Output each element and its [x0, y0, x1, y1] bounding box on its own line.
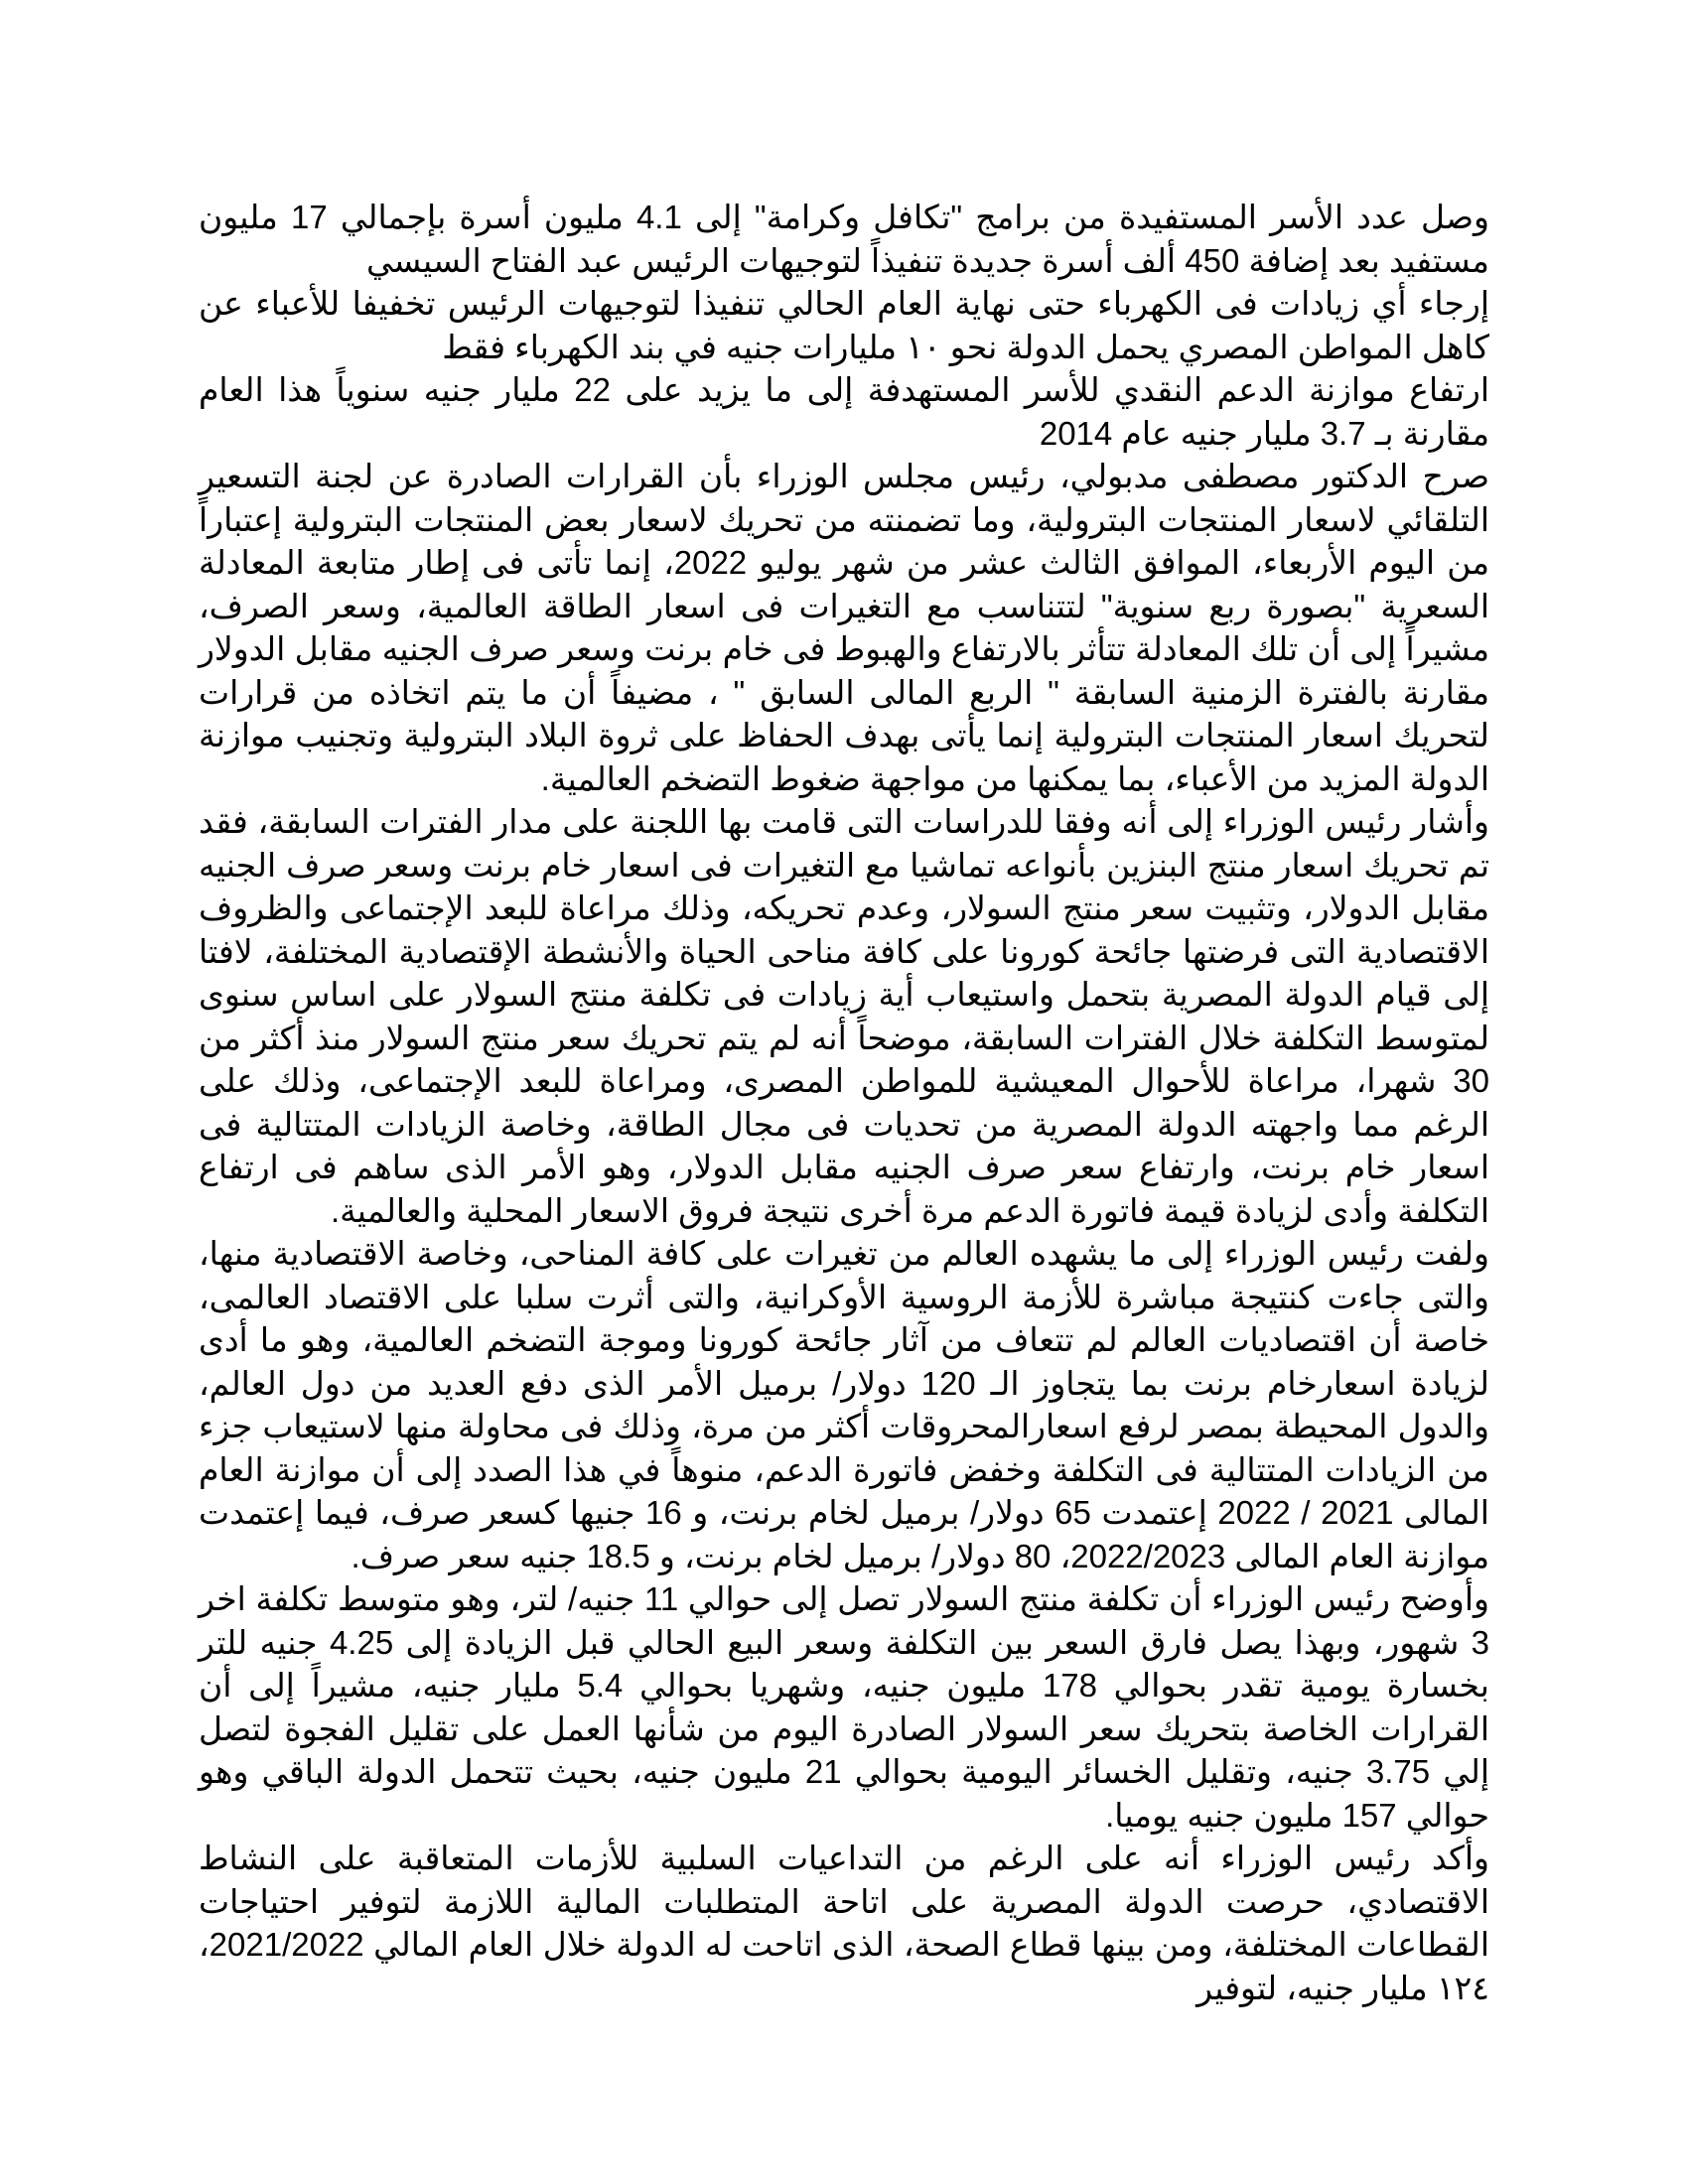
paragraph-fuel-prices: وأشار رئيس الوزراء إلى أنه وفقا للدراسات التى قامت بها اللجنة على مدار الفترات السابقة، فقد تم تحريك اسعار منتج البنزين بأنواعه تماشيا مع التغيرات فى اسعار خام برنت وسعر صرف الجنيه مقابل الدولار، وتثبيت سعر منتج السولار، وعدم تحريكه، وذلك مراعاة للبعد الإجتماعى والظروف الاقتصادية التى فرضتها جائحة كورونا على كافة مناحى الحياة والأنشطة الإقتصادية المختلفة، لافتا إلى قيام الدولة المصرية بتحمل واستيعاب أية زيادات فى تكلفة منتج السولار على اساس سنوى لمتوسط التكلفة خلال الفترات السابقة، موضحاً أنه لم يتم تحريك سعر منتج السولار منذ أكثر من 30 شهرا، مراعاة للأحوال المعيشية للمواطن المصرى، ومراعاة للبعد الإجتماعى، وذلك على الرغم مما واجهته الدولة المصرية من تحديات فى مجال الطاقة، وخاصة الزيادات المتتالية فى اسعار خام برنت، وارتفاع سعر صرف الجنيه مقابل الدولار، وهو الأمر الذى ساهم فى ارتفاع التكلفة وأدى لزيادة قيمة فاتورة الدعم مرة أخرى نتيجة فروق الاسعار المحلية والعالمية. — [199, 803, 1490, 1229]
paragraph-diesel-cost: وأوضح رئيس الوزراء أن تكلفة منتج السولار تصل إلى حوالي 11 جنيه/ لتر، وهو متوسط تكلفة اخر 3 شهور، وبهذا يصل فارق السعر بين التكلفة وسعر البيع الحالي قبل الزيادة إلى 4.25 جنيه للتر بخسارة يومية تقدر بحوالي 178 مليون جنيه، وشهريا بحوالي 5.4 مليار جنيه، مشيراً إلى أن القرارات الخاصة بتحريك سعر السولار الصادرة اليوم من شأنها العمل على تقليل الفجوة لتصل إلي 3.75 جنيه، وتقليل الخسائر اليومية بحوالي 21 مليون جنيه، بحيث تتحمل الدولة الباقي وهو حوالي 157 مليون جنيه يوميا. — [199, 1580, 1489, 1834]
paragraph-electricity-postponement: إرجاء أي زيادات فى الكهرباء حتى نهاية العام الحالي تنفيذا لتوجيهات الرئيس تخفيفا للأعباء عن كاهل المواطن المصري يحمل الدولة نحو ١٠ مليارات جنيه في بند الكهرباء فقط — [199, 285, 1489, 365]
paragraph-cash-support-budget: ارتفاع موازنة الدعم النقدي للأسر المستهدفة إلى ما يزيد على 22 مليار جنيه سنوياً هذا العام مقارنة بـ 3.7 مليار جنيه عام 2014 — [199, 371, 1489, 452]
paragraph-global-changes: ولفت رئيس الوزراء إلى ما يشهده العالم من تغيرات على كافة المناحى، وخاصة الاقتصادية منها، والتى جاءت كنتيجة مباشرة للأزمة الروسية الأوكرانية، والتى أثرت سلبا على الاقتصاد العالمى، خاصة أن اقتصاديات العالم لم تتعاف من آثار جائحة كورونا وموجة التضخم العالمية، وهو ما أدى لزيادة اسعارخام برنت بما يتجاوز الـ 120 دولار/ برميل الأمر الذى دفع العديد من دول العالم، والدول المحيطة بمصر لرفع اسعارالمحروقات أكثر من مرة، وذلك فى محاولة منها لاستيعاب جزء من الزيادات المتتالية فى التكلفة وخفض فاتورة الدعم، منوهاً في هذا الصدد إلى أن موازنة العام المالى 2021 / 2022 إعتمدت 65 دولار/ برميل لخام برنت، و 16 جنيها كسعر صرف، فيما إعتمدت موازنة العام المالى 2022/2023، 80 دولار/ برميل لخام برنت، و 18.5 جنيه سعر صرف. — [199, 1235, 1489, 1574]
paragraph-health-sector: وأكد رئيس الوزراء أنه على الرغم من التداعيات السلبية للأزمات المتعاقبة على النشاط الاقتصادي، حرصت الدولة المصرية على اتاحة المتطلبات المالية اللازمة لتوفير احتياجات القطاعات المختلفة، ومن بينها قطاع الصحة، الذى اتاحت له الدولة خلال العام المالي 2021/2022، ١٢٤ مليار جنيه، لتوفير — [199, 1840, 1489, 2006]
paragraph-pricing-committee: صرح الدكتور مصطفى مدبولي، رئيس مجلس الوزراء بأن القرارات الصادرة عن لجنة التسعير التلقائي لاسعار المنتجات البترولية، وما تضمنته من تحريك لاسعار بعض المنتجات البترولية إعتباراً من اليوم الأربعاء، الموافق الثالث عشر من شهر يوليو 2022، إنما تأتى فى إطار متابعة المعادلة السعرية "بصورة ربع سنوية" لتتناسب مع التغيرات فى اسعار الطاقة العالمية، وسعر الصرف، مشيراً إلى أن تلك المعادلة تتأثر بالارتفاع والهبوط فى خام برنت وسعر صرف الجنيه مقابل الدولار مقارنة بالفترة الزمنية السابقة " الربع المالى السابق " ، مضيفاً أن ما يتم اتخاذه من قرارات لتحريك اسعار المنتجات البترولية إنما يأتى بهدف الحفاظ على ثروة البلاد البترولية وتجنيب موازنة الدولة المزيد من الأعباء، بما يمكنها من مواجهة ضغوط التضخم العالمية. — [199, 458, 1489, 797]
paragraph-takaful-karama: وصل عدد الأسر المستفيدة من برامج "تكافل وكرامة" إلى 4.1 مليون أسرة بإجمالي 17 مليون مستفيد بعد إضافة 450 ألف أسرة جديدة تنفيذاً لتوجيهات الرئيس عبد الفتاح السيسي — [199, 199, 1489, 279]
document-page — [199, 196, 1489, 2009]
